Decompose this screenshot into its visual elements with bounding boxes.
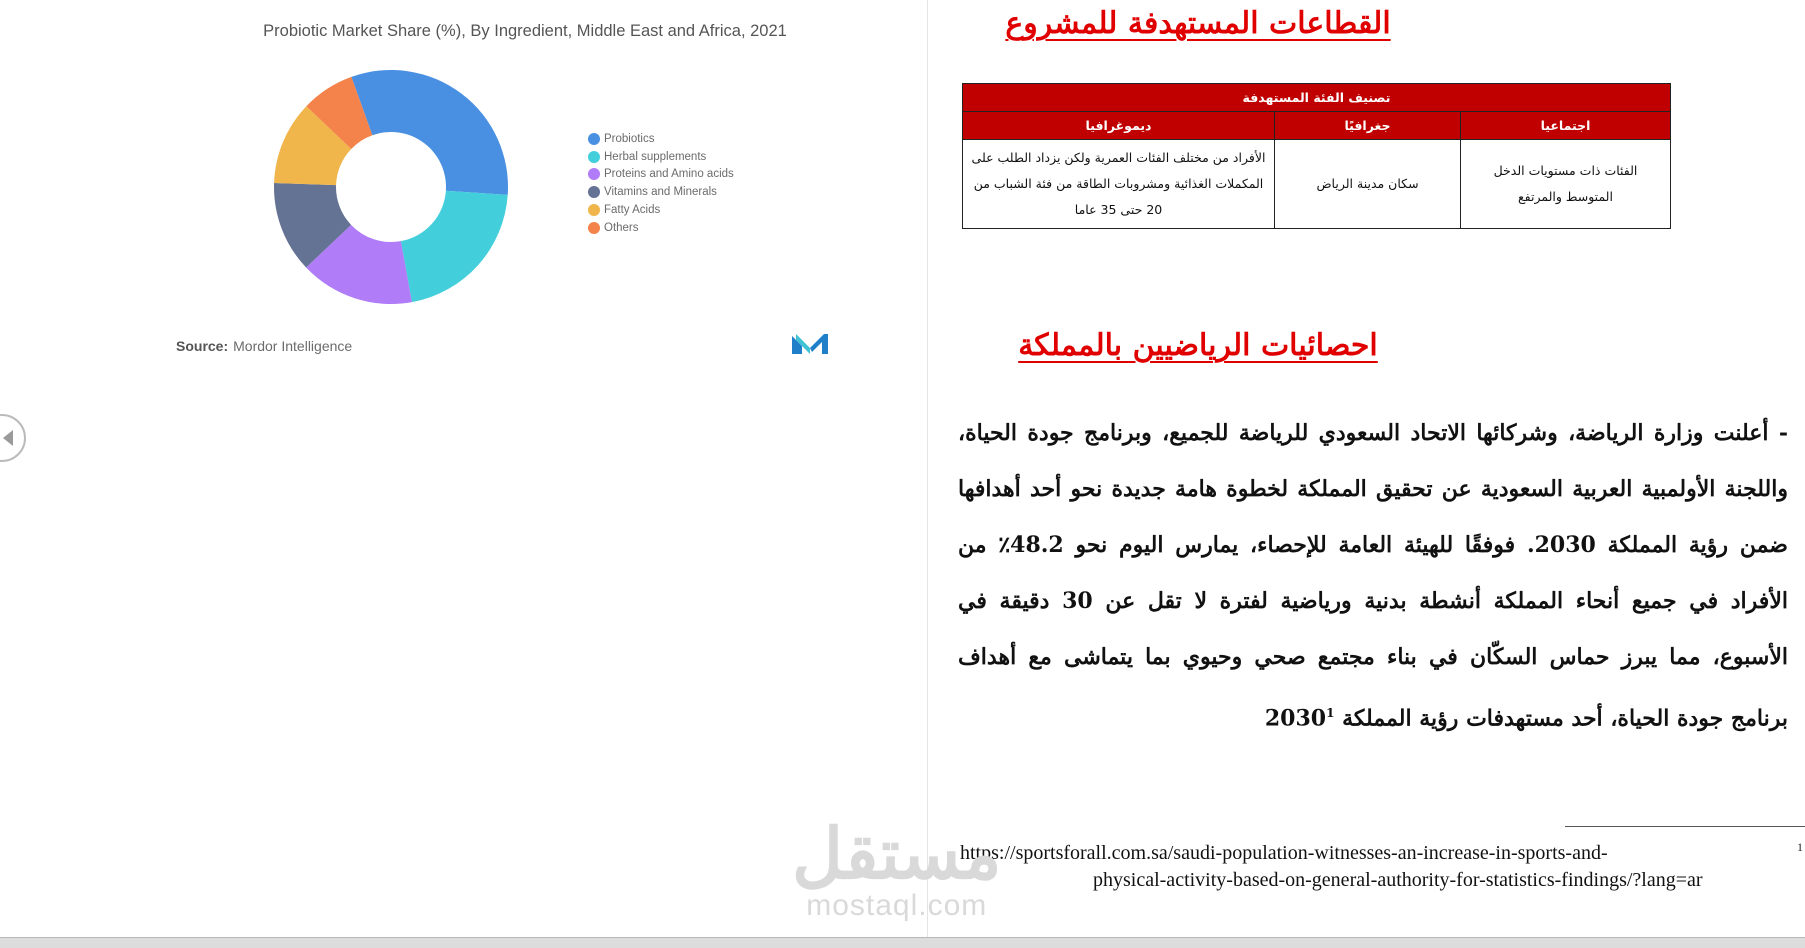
legend-item-probiotics [588,130,734,148]
target-segment-table [962,83,1671,229]
watermark-arabic: مستقل [792,815,1002,893]
legend-item-others [588,219,734,237]
chart-source [176,338,352,354]
table-caption: تصنيف الفئة المستهدفة [963,84,1671,112]
chevron-left-icon [3,430,13,446]
heading-target-segments: القطاعات المستهدفة للمشروع [1005,6,1391,41]
table-cell-social: الفئات ذات مستويات الدخل المتوسط والمرتفع [1461,140,1671,229]
legend-swatch [588,133,600,145]
footnote-line-2: physical-activity-based-on-general-authority-for-statistics-findings/?lang=ar [1093,869,1703,891]
legend-item-vitamins-and-minerals [588,183,734,201]
footnote-number: 1 [1797,840,1803,854]
legend-swatch [588,186,600,198]
legend-label: Vitamins and Minerals [604,186,717,199]
legend-swatch [588,204,600,216]
table-cell-geographic: سكان مدينة الرياض [1275,140,1461,229]
stats-paragraph [958,405,1788,746]
footnote-separator [1565,826,1805,827]
chart-legend [588,130,734,237]
source-label: Source: [176,338,229,354]
paragraph-text: - أعلنت وزارة الرياضة، وشركائها الاتحاد السعودي للرياضة للجميع، وبرنامج جودة الحياة، واللجنة الأولمبية العربية السعودية عن تحقيق المملكة لخطوة هامة جديدة نحو أحد أهدافها ضمن رؤية المملكة 2030. فوفقًا للهيئة العامة للإحصاء، يمارس اليوم نحو 48.2٪ من الأفراد في جميع أنحاء المملكة أنشطة بدنية ورياضية لفترة لا تقل عن 30 دقيقة في الأسبوع، مما يبرز حماس السكّان في بناء مجتمع صحي وحيوي بما يتماشى مع أهداف برنامج جودة الحياة، أحد مستهدفات رؤية المملكة 2030 [958,420,1788,732]
footnote-line-1: https://sportsforall.com.sa/saudi-population-witnesses-an-increase-in-sports-and- [960,842,1608,864]
mordor-logo-icon [792,334,828,354]
donut-chart [0,0,927,330]
table-cell-demographic: الأفراد من مختلف الفئات العمرية ولكن يزداد الطلب على المكملات الغذائية ومشروبات الطاقة من فئة الشباب من 20 حتى 35 عاما [963,140,1275,229]
legend-item-herbal-supplements [588,148,734,166]
legend-label: Others [604,221,639,234]
mostaql-watermark [792,815,1002,922]
source-value: Mordor Intelligence [233,338,353,354]
status-bar [0,937,1805,948]
legend-label: Probiotics [604,132,655,145]
chart-title: Probiotic Market Share (%), By Ingredient, Middle East and Africa, 2021 [263,22,787,40]
heading-athlete-stats: احصائيات الرياضيين بالمملكة [1018,328,1378,363]
legend-item-fatty-acids [588,201,734,219]
legend-label: Herbal supplements [604,150,707,163]
watermark-latin: mostaql.com [806,889,988,922]
table-header-social: اجتماعيا [1461,112,1671,140]
footnote-reference[interactable]: 1 [1326,706,1335,720]
table-header-demographic: ديموغرافيا [963,112,1275,140]
previous-page-button[interactable] [0,414,26,462]
table-header-geographic: جغرافيًا [1275,112,1461,140]
legend-swatch [588,151,600,163]
footnote-link[interactable] [960,840,1805,894]
donut-slice-probiotics [351,70,508,195]
legend-swatch [588,168,600,180]
legend-swatch [588,222,600,234]
legend-label: Fatty Acids [604,204,661,217]
legend-item-proteins-and-amino-acids [588,166,734,184]
legend-label: Proteins and Amino acids [604,168,734,181]
donut-slice-herbal-supplements [401,191,508,302]
